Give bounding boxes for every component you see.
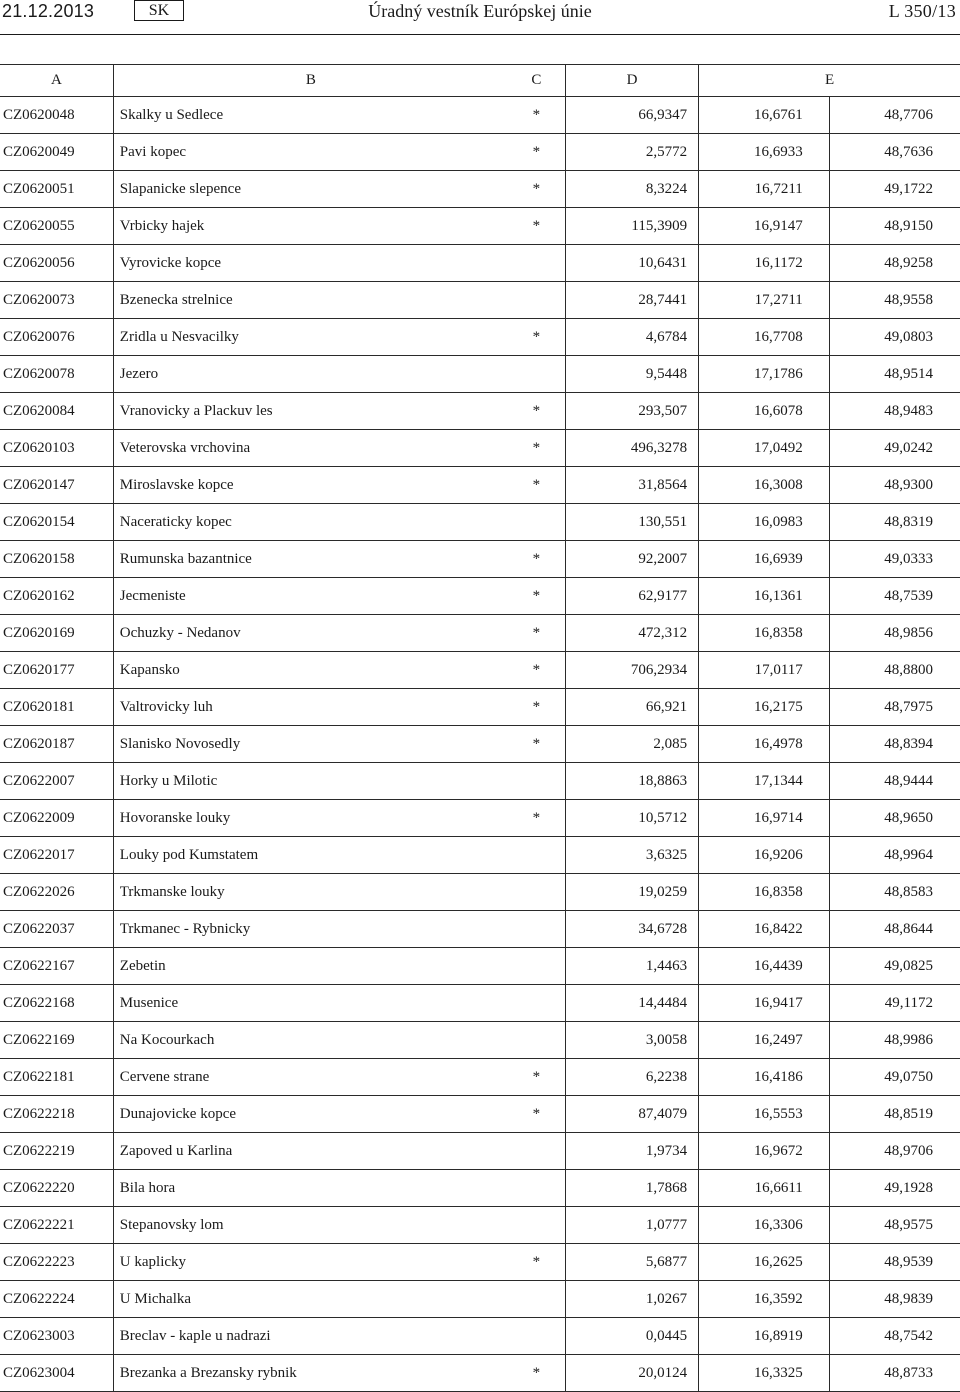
site-area-cell: 2,085 xyxy=(565,726,698,763)
site-area-cell: 66,921 xyxy=(565,689,698,726)
table-row xyxy=(0,874,960,911)
site-name-cell: Dunajovicke kopce xyxy=(113,1096,508,1133)
site-area-cell: 115,3909 xyxy=(565,208,698,245)
site-flag-cell xyxy=(508,837,566,874)
longitude-cell: 16,9714 xyxy=(699,800,830,837)
longitude-cell: 16,4978 xyxy=(699,726,830,763)
site-flag-cell: * xyxy=(508,134,566,171)
site-flag-cell xyxy=(508,356,566,393)
longitude-cell: 16,8919 xyxy=(699,1318,830,1355)
site-area-cell: 1,0267 xyxy=(565,1281,698,1318)
table-row xyxy=(0,467,960,504)
table-row xyxy=(0,1059,960,1096)
longitude-cell: 16,3325 xyxy=(699,1355,830,1392)
site-name-cell: Ochuzky - Nedanov xyxy=(113,615,508,652)
site-code-cell: CZ0622168 xyxy=(0,985,113,1022)
table-row xyxy=(0,171,960,208)
site-name-cell: Vranovicky a Plackuv les xyxy=(113,393,508,430)
latitude-cell: 49,1928 xyxy=(829,1170,960,1207)
header-divider xyxy=(0,34,960,35)
site-area-cell: 472,312 xyxy=(565,615,698,652)
latitude-cell: 49,1172 xyxy=(829,985,960,1022)
site-code-cell: CZ0620177 xyxy=(0,652,113,689)
site-area-cell: 3,0058 xyxy=(565,1022,698,1059)
longitude-cell: 16,2625 xyxy=(699,1244,830,1281)
column-header-b: B xyxy=(113,65,508,97)
site-flag-cell xyxy=(508,1022,566,1059)
site-name-cell: Bzenecka strelnice xyxy=(113,282,508,319)
longitude-cell: 16,2497 xyxy=(699,1022,830,1059)
latitude-cell: 48,7636 xyxy=(829,134,960,171)
site-code-cell: CZ0622026 xyxy=(0,874,113,911)
latitude-cell: 48,8519 xyxy=(829,1096,960,1133)
site-code-cell: CZ0622009 xyxy=(0,800,113,837)
site-flag-cell: * xyxy=(508,1355,566,1392)
site-flag-cell: * xyxy=(508,726,566,763)
site-name-cell: Trkmanec - Rybnicky xyxy=(113,911,508,948)
latitude-cell: 48,7539 xyxy=(829,578,960,615)
latitude-cell: 48,9575 xyxy=(829,1207,960,1244)
site-area-cell: 130,551 xyxy=(565,504,698,541)
longitude-cell: 16,4439 xyxy=(699,948,830,985)
site-code-cell: CZ0622223 xyxy=(0,1244,113,1281)
site-code-cell: CZ0622017 xyxy=(0,837,113,874)
table-row xyxy=(0,245,960,282)
table-row xyxy=(0,541,960,578)
site-area-cell: 293,507 xyxy=(565,393,698,430)
site-code-cell: CZ0620181 xyxy=(0,689,113,726)
site-flag-cell: * xyxy=(508,1096,566,1133)
site-name-cell: Trkmanske louky xyxy=(113,874,508,911)
table-row xyxy=(0,282,960,319)
site-name-cell: Hovoranske louky xyxy=(113,800,508,837)
longitude-cell: 16,8422 xyxy=(699,911,830,948)
table-row xyxy=(0,356,960,393)
latitude-cell: 48,9258 xyxy=(829,245,960,282)
latitude-cell: 48,9300 xyxy=(829,467,960,504)
table-row xyxy=(0,578,960,615)
site-flag-cell: * xyxy=(508,97,566,134)
latitude-cell: 48,7975 xyxy=(829,689,960,726)
site-code-cell: CZ0620187 xyxy=(0,726,113,763)
site-area-cell: 20,0124 xyxy=(565,1355,698,1392)
latitude-cell: 48,9986 xyxy=(829,1022,960,1059)
site-code-cell: CZ0620103 xyxy=(0,430,113,467)
site-code-cell: CZ0622219 xyxy=(0,1133,113,1170)
site-area-cell: 87,4079 xyxy=(565,1096,698,1133)
table-row xyxy=(0,948,960,985)
site-flag-cell xyxy=(508,948,566,985)
site-flag-cell: * xyxy=(508,208,566,245)
latitude-cell: 48,9150 xyxy=(829,208,960,245)
journal-title: Úradný vestník Európskej únie xyxy=(368,1,592,21)
site-name-cell: U Michalka xyxy=(113,1281,508,1318)
site-code-cell: CZ0620076 xyxy=(0,319,113,356)
language-badge: SK xyxy=(134,0,184,21)
site-flag-cell xyxy=(508,245,566,282)
column-header-a: A xyxy=(0,65,113,97)
latitude-cell: 48,8644 xyxy=(829,911,960,948)
table-row xyxy=(0,652,960,689)
site-name-cell: Breclav - kaple u nadrazi xyxy=(113,1318,508,1355)
table-body xyxy=(0,97,960,1392)
site-area-cell: 9,5448 xyxy=(565,356,698,393)
table-row xyxy=(0,800,960,837)
site-flag-cell xyxy=(508,911,566,948)
site-area-cell: 19,0259 xyxy=(565,874,698,911)
site-flag-cell xyxy=(508,504,566,541)
site-area-cell: 3,6325 xyxy=(565,837,698,874)
longitude-cell: 16,6939 xyxy=(699,541,830,578)
site-code-cell: CZ0620162 xyxy=(0,578,113,615)
longitude-cell: 16,6611 xyxy=(699,1170,830,1207)
column-header-e: E xyxy=(699,65,960,97)
column-header-d: D xyxy=(565,65,698,97)
site-flag-cell: * xyxy=(508,319,566,356)
longitude-cell: 17,2711 xyxy=(699,282,830,319)
latitude-cell: 49,0803 xyxy=(829,319,960,356)
latitude-cell: 48,9483 xyxy=(829,393,960,430)
site-name-cell: Miroslavske kopce xyxy=(113,467,508,504)
site-code-cell: CZ0622220 xyxy=(0,1170,113,1207)
latitude-cell: 48,8800 xyxy=(829,652,960,689)
site-code-cell: CZ0622221 xyxy=(0,1207,113,1244)
table-row xyxy=(0,208,960,245)
longitude-cell: 16,9672 xyxy=(699,1133,830,1170)
site-name-cell: Veterovska vrchovina xyxy=(113,430,508,467)
site-area-cell: 66,9347 xyxy=(565,97,698,134)
longitude-cell: 17,1786 xyxy=(699,356,830,393)
table-row xyxy=(0,319,960,356)
table-row xyxy=(0,1318,960,1355)
longitude-cell: 16,7211 xyxy=(699,171,830,208)
site-code-cell: CZ0620084 xyxy=(0,393,113,430)
longitude-cell: 16,2175 xyxy=(699,689,830,726)
site-area-cell: 8,3224 xyxy=(565,171,698,208)
page-reference: L 350/13 xyxy=(888,1,956,21)
site-name-cell: Slapanicke slepence xyxy=(113,171,508,208)
site-flag-cell: * xyxy=(508,467,566,504)
table-row xyxy=(0,1281,960,1318)
site-code-cell: CZ0623003 xyxy=(0,1318,113,1355)
table-row xyxy=(0,134,960,171)
site-area-cell: 5,6877 xyxy=(565,1244,698,1281)
site-code-cell: CZ0620056 xyxy=(0,245,113,282)
table-row xyxy=(0,1133,960,1170)
site-area-cell: 4,6784 xyxy=(565,319,698,356)
site-code-cell: CZ0620154 xyxy=(0,504,113,541)
site-area-cell: 92,2007 xyxy=(565,541,698,578)
latitude-cell: 49,0750 xyxy=(829,1059,960,1096)
site-name-cell: Cervene strane xyxy=(113,1059,508,1096)
site-area-cell: 1,4463 xyxy=(565,948,698,985)
longitude-cell: 17,1344 xyxy=(699,763,830,800)
table-row xyxy=(0,726,960,763)
latitude-cell: 48,9558 xyxy=(829,282,960,319)
site-area-cell: 496,3278 xyxy=(565,430,698,467)
longitude-cell: 16,9417 xyxy=(699,985,830,1022)
site-name-cell: Zapoved u Karlina xyxy=(113,1133,508,1170)
site-flag-cell: * xyxy=(508,1059,566,1096)
site-area-cell: 2,5772 xyxy=(565,134,698,171)
table-row xyxy=(0,393,960,430)
longitude-cell: 16,1172 xyxy=(699,245,830,282)
site-flag-cell: * xyxy=(508,171,566,208)
longitude-cell: 16,4186 xyxy=(699,1059,830,1096)
latitude-cell: 48,9839 xyxy=(829,1281,960,1318)
site-name-cell: Jecmeniste xyxy=(113,578,508,615)
latitude-cell: 48,9856 xyxy=(829,615,960,652)
site-code-cell: CZ0620147 xyxy=(0,467,113,504)
site-flag-cell: * xyxy=(508,689,566,726)
site-flag-cell xyxy=(508,1207,566,1244)
site-area-cell: 1,0777 xyxy=(565,1207,698,1244)
site-name-cell: Na Kocourkach xyxy=(113,1022,508,1059)
site-flag-cell: * xyxy=(508,541,566,578)
longitude-cell: 16,9206 xyxy=(699,837,830,874)
site-name-cell: Naceraticky kopec xyxy=(113,504,508,541)
column-header-c: C xyxy=(508,65,566,97)
site-area-cell: 1,7868 xyxy=(565,1170,698,1207)
site-name-cell: Skalky u Sedlece xyxy=(113,97,508,134)
table-row xyxy=(0,911,960,948)
latitude-cell: 48,9444 xyxy=(829,763,960,800)
longitude-cell: 16,8358 xyxy=(699,615,830,652)
site-name-cell: Rumunska bazantnice xyxy=(113,541,508,578)
site-flag-cell: * xyxy=(508,652,566,689)
site-flag-cell xyxy=(508,1170,566,1207)
site-code-cell: CZ0620055 xyxy=(0,208,113,245)
site-name-cell: Zebetin xyxy=(113,948,508,985)
latitude-cell: 48,9964 xyxy=(829,837,960,874)
site-flag-cell xyxy=(508,282,566,319)
site-flag-cell: * xyxy=(508,430,566,467)
table-row xyxy=(0,430,960,467)
longitude-cell: 17,0117 xyxy=(699,652,830,689)
site-flag-cell xyxy=(508,874,566,911)
table-row xyxy=(0,689,960,726)
site-code-cell: CZ0622169 xyxy=(0,1022,113,1059)
longitude-cell: 16,5553 xyxy=(699,1096,830,1133)
longitude-cell: 16,0983 xyxy=(699,504,830,541)
latitude-cell: 48,9514 xyxy=(829,356,960,393)
site-code-cell: CZ0620048 xyxy=(0,97,113,134)
site-area-cell: 706,2934 xyxy=(565,652,698,689)
site-name-cell: Louky pod Kumstatem xyxy=(113,837,508,874)
site-code-cell: CZ0620158 xyxy=(0,541,113,578)
site-code-cell: CZ0620049 xyxy=(0,134,113,171)
site-code-cell: CZ0622218 xyxy=(0,1096,113,1133)
site-flag-cell: * xyxy=(508,578,566,615)
site-name-cell: Vyrovicke kopce xyxy=(113,245,508,282)
site-flag-cell: * xyxy=(508,615,566,652)
latitude-cell: 48,9539 xyxy=(829,1244,960,1281)
site-name-cell: Brezanka a Brezansky rybnik xyxy=(113,1355,508,1392)
site-code-cell: CZ0620051 xyxy=(0,171,113,208)
latitude-cell: 49,0242 xyxy=(829,430,960,467)
site-name-cell: Slanisko Novosedly xyxy=(113,726,508,763)
site-code-cell: CZ0622007 xyxy=(0,763,113,800)
longitude-cell: 16,1361 xyxy=(699,578,830,615)
latitude-cell: 48,8319 xyxy=(829,504,960,541)
latitude-cell: 48,8394 xyxy=(829,726,960,763)
longitude-cell: 16,3592 xyxy=(699,1281,830,1318)
site-name-cell: Pavi kopec xyxy=(113,134,508,171)
table-row xyxy=(0,615,960,652)
sites-table xyxy=(0,64,960,1392)
table-row xyxy=(0,1244,960,1281)
site-code-cell: CZ0622224 xyxy=(0,1281,113,1318)
site-code-cell: CZ0622167 xyxy=(0,948,113,985)
table-row xyxy=(0,763,960,800)
table-header xyxy=(0,65,960,97)
site-code-cell: CZ0622037 xyxy=(0,911,113,948)
site-area-cell: 31,8564 xyxy=(565,467,698,504)
site-area-cell: 18,8863 xyxy=(565,763,698,800)
table-row xyxy=(0,504,960,541)
site-flag-cell xyxy=(508,985,566,1022)
longitude-cell: 16,6933 xyxy=(699,134,830,171)
site-code-cell: CZ0622181 xyxy=(0,1059,113,1096)
site-name-cell: Horky u Milotic xyxy=(113,763,508,800)
publication-date: 21.12.2013 xyxy=(2,1,95,21)
site-flag-cell xyxy=(508,1281,566,1318)
site-area-cell: 14,4484 xyxy=(565,985,698,1022)
site-flag-cell xyxy=(508,763,566,800)
site-area-cell: 10,6431 xyxy=(565,245,698,282)
latitude-cell: 48,7706 xyxy=(829,97,960,134)
site-code-cell: CZ0620169 xyxy=(0,615,113,652)
site-area-cell: 34,6728 xyxy=(565,911,698,948)
latitude-cell: 48,8583 xyxy=(829,874,960,911)
site-flag-cell: * xyxy=(508,800,566,837)
table-row xyxy=(0,1096,960,1133)
table-row xyxy=(0,1022,960,1059)
site-name-cell: U kaplicky xyxy=(113,1244,508,1281)
site-name-cell: Valtrovicky luh xyxy=(113,689,508,726)
latitude-cell: 48,8733 xyxy=(829,1355,960,1392)
table-row xyxy=(0,97,960,134)
site-area-cell: 10,5712 xyxy=(565,800,698,837)
site-name-cell: Kapansko xyxy=(113,652,508,689)
site-name-cell: Vrbicky hajek xyxy=(113,208,508,245)
site-flag-cell: * xyxy=(508,1244,566,1281)
site-area-cell: 1,9734 xyxy=(565,1133,698,1170)
longitude-cell: 17,0492 xyxy=(699,430,830,467)
header-row xyxy=(0,65,960,97)
page-header xyxy=(0,0,960,26)
site-name-cell: Zridla u Nesvacilky xyxy=(113,319,508,356)
site-area-cell: 6,2238 xyxy=(565,1059,698,1096)
latitude-cell: 49,0333 xyxy=(829,541,960,578)
latitude-cell: 48,7542 xyxy=(829,1318,960,1355)
longitude-cell: 16,6761 xyxy=(699,97,830,134)
site-code-cell: CZ0623004 xyxy=(0,1355,113,1392)
table-row xyxy=(0,985,960,1022)
latitude-cell: 48,9706 xyxy=(829,1133,960,1170)
table-row xyxy=(0,1170,960,1207)
longitude-cell: 16,3008 xyxy=(699,467,830,504)
site-name-cell: Stepanovsky lom xyxy=(113,1207,508,1244)
longitude-cell: 16,9147 xyxy=(699,208,830,245)
site-flag-cell xyxy=(508,1318,566,1355)
site-name-cell: Bila hora xyxy=(113,1170,508,1207)
site-flag-cell: * xyxy=(508,393,566,430)
site-name-cell: Jezero xyxy=(113,356,508,393)
site-area-cell: 62,9177 xyxy=(565,578,698,615)
site-code-cell: CZ0620073 xyxy=(0,282,113,319)
longitude-cell: 16,8358 xyxy=(699,874,830,911)
latitude-cell: 48,9650 xyxy=(829,800,960,837)
site-flag-cell xyxy=(508,1133,566,1170)
longitude-cell: 16,6078 xyxy=(699,393,830,430)
table-row xyxy=(0,1207,960,1244)
latitude-cell: 49,1722 xyxy=(829,171,960,208)
longitude-cell: 16,7708 xyxy=(699,319,830,356)
site-area-cell: 0,0445 xyxy=(565,1318,698,1355)
site-area-cell: 28,7441 xyxy=(565,282,698,319)
longitude-cell: 16,3306 xyxy=(699,1207,830,1244)
latitude-cell: 49,0825 xyxy=(829,948,960,985)
site-code-cell: CZ0620078 xyxy=(0,356,113,393)
site-name-cell: Musenice xyxy=(113,985,508,1022)
table-row xyxy=(0,837,960,874)
